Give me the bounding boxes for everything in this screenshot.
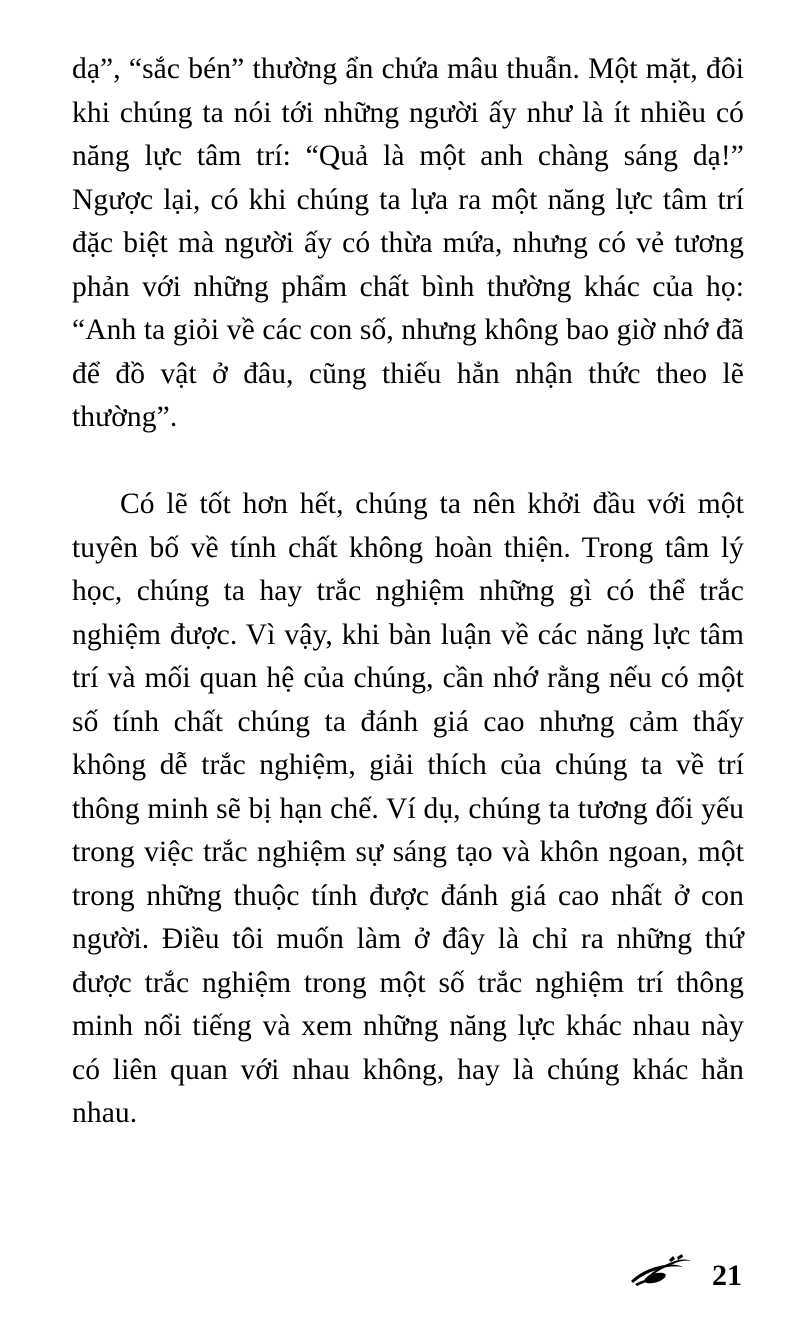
page-number: 21 <box>712 1259 742 1292</box>
paragraph-1: dạ”, “sắc bén” thường ẩn chứa mâu thuẫn. Một mặt, đôi khi chúng ta nói tới những người ấy như là ít nhiều có năng lực tâm trí: “Quả là một anh chàng sáng dạ!” Ngược lại, có khi chúng ta lựa ra một năng lực tâm trí đặc biệt mà người ấy có thừa mứa, nhưng có vẻ tương phản với những phẩm chất bình thường khác của họ: “Anh ta giỏi về các con số, nhưng không bao giờ nhớ đã để đồ vật ở đâu, cũng thiếu hẳn nhận thức theo lẽ thường”. <box>72 53 744 433</box>
flourish-ornament-icon <box>625 1253 695 1287</box>
body-text-column <box>72 48 744 1179</box>
page-footer <box>0 1241 800 1301</box>
paragraph-2: Có lẽ tốt hơn hết, chúng ta nên khởi đầu với một tuyên bố về tính chất không hoàn thiện. Trong tâm lý học, chúng ta hay trắc nghiệm những gì có thể trắc nghiệm được. Vì vậy, khi bàn luận về các năng lực tâm trí và mối quan hệ của chúng, cần nhớ rằng nếu có một số tính chất chúng ta đánh giá cao nhưng cảm thấy không dễ trắc nghiệm, giải thích của chúng ta về trí thông minh sẽ bị hạn chế. Ví dụ, chúng ta tương đối yếu trong việc trắc nghiệm sự sáng tạo và khôn ngoan, một trong những thuộc tính được đánh giá cao nhất ở con người. Điều tôi muốn làm ở đây là chỉ ra những thứ được trắc nghiệm trong một số trắc nghiệm trí thông minh nổi tiếng và xem những năng lực khác nhau này có liên quan với nhau không, hay là chúng khác hẳn nhau. <box>72 488 744 1129</box>
